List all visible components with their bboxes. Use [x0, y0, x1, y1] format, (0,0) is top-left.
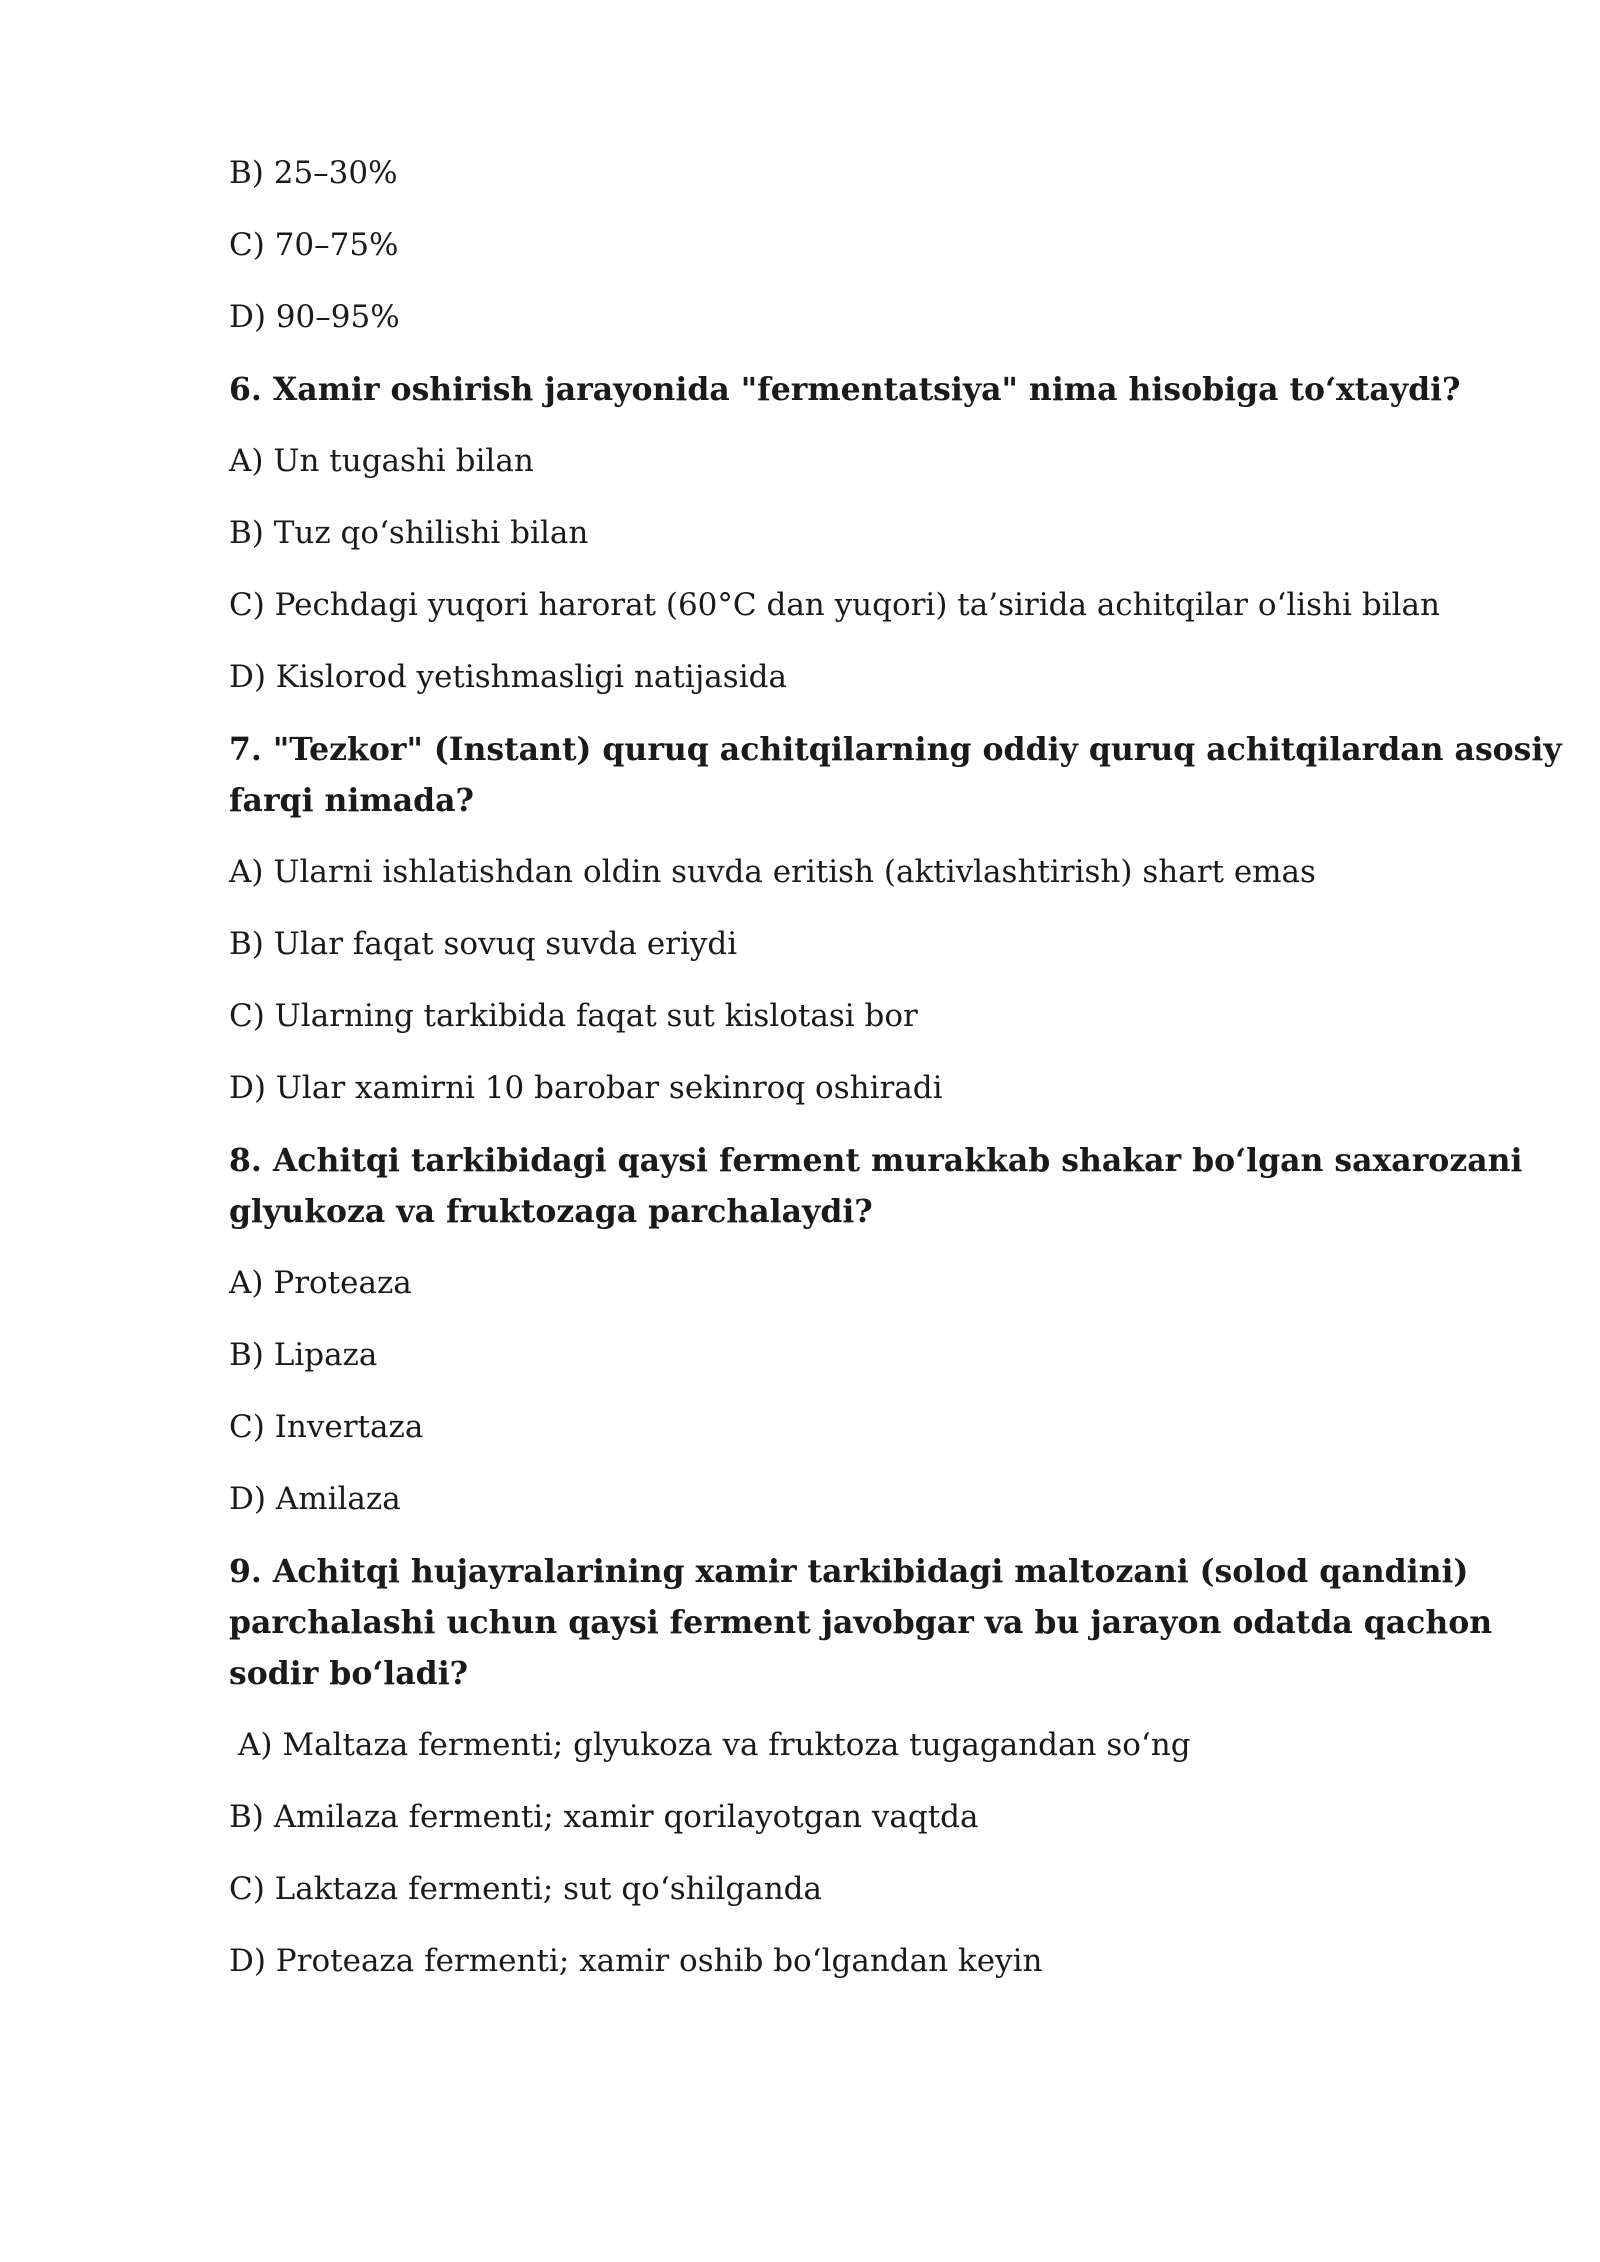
answer-option: D) Proteaza fermenti; xamir oshib bo‘lgandan keyin [229, 1943, 1043, 1979]
answer-option: D) Ular xamirni 10 barobar sekinroq oshiradi [229, 1070, 943, 1106]
question-text: 9. Achitqi hujayralarining xamir tarkibidagi maltozani (solod qandini) [229, 1553, 1469, 1590]
answer-option: C) Ularning tarkibida faqat sut kislotasi bor [229, 998, 918, 1034]
question-text: glyukoza va fruktozaga parchalaydi? [229, 1193, 873, 1230]
answer-option: A) Proteaza [229, 1265, 412, 1301]
answer-option: B) Ular faqat sovuq suvda eriydi [229, 926, 738, 962]
question-text: 7. "Tezkor" (Instant) quruq achitqilarning oddiy quruq achitqilardan asosiy [229, 731, 1562, 768]
question-7 [229, 724, 1562, 826]
answer-option: D) Kislorod yetishmasligi natijasida [229, 659, 787, 695]
answer-option: C) Laktaza fermenti; sut qo‘shilganda [229, 1871, 823, 1907]
answer-option: C) Pechdagi yuqori harorat (60°C dan yuqori) ta’sirida achitqilar o‘lishi bilan [229, 587, 1440, 623]
question-6 [229, 364, 1479, 415]
answer-option: B) 25–30% [229, 155, 398, 191]
question-text: sodir bo‘ladi? [229, 1655, 469, 1692]
answer-option: A) Un tugashi bilan [229, 443, 534, 479]
answer-option: D) Amilaza [229, 1481, 401, 1517]
question-text: farqi nimada? [229, 782, 475, 819]
answer-option: B) Amilaza fermenti; xamir qorilayotgan vaqtda [229, 1799, 979, 1835]
question-text: 6. Xamir oshirish jarayonida "fermentatsiya" nima hisobiga to‘xtaydi? [229, 371, 1461, 408]
answer-option: B) Lipaza [229, 1337, 378, 1373]
answer-option: C) 70–75% [229, 227, 399, 263]
quiz-content [229, 148, 1562, 2008]
question-text: parchalashi uchun qaysi ferment javobgar va bu jarayon odatda qachon [229, 1604, 1493, 1641]
answer-option: B) Tuz qo‘shilishi bilan [229, 515, 589, 551]
question-8 [229, 1135, 1523, 1237]
answer-option: C) Invertaza [229, 1409, 424, 1445]
question-text: 8. Achitqi tarkibidagi qaysi ferment murakkab shakar bo‘lgan saxarozani [229, 1142, 1523, 1179]
answer-option: A) Ularni ishlatishdan oldin suvda eritish (aktivlashtirish) shart emas [229, 854, 1316, 890]
answer-option: A) Maltaza fermenti; glyukoza va fruktoza tugagandan so‘ng [238, 1727, 1191, 1763]
answer-option: D) 90–95% [229, 299, 400, 335]
question-9 [229, 1546, 1493, 1699]
